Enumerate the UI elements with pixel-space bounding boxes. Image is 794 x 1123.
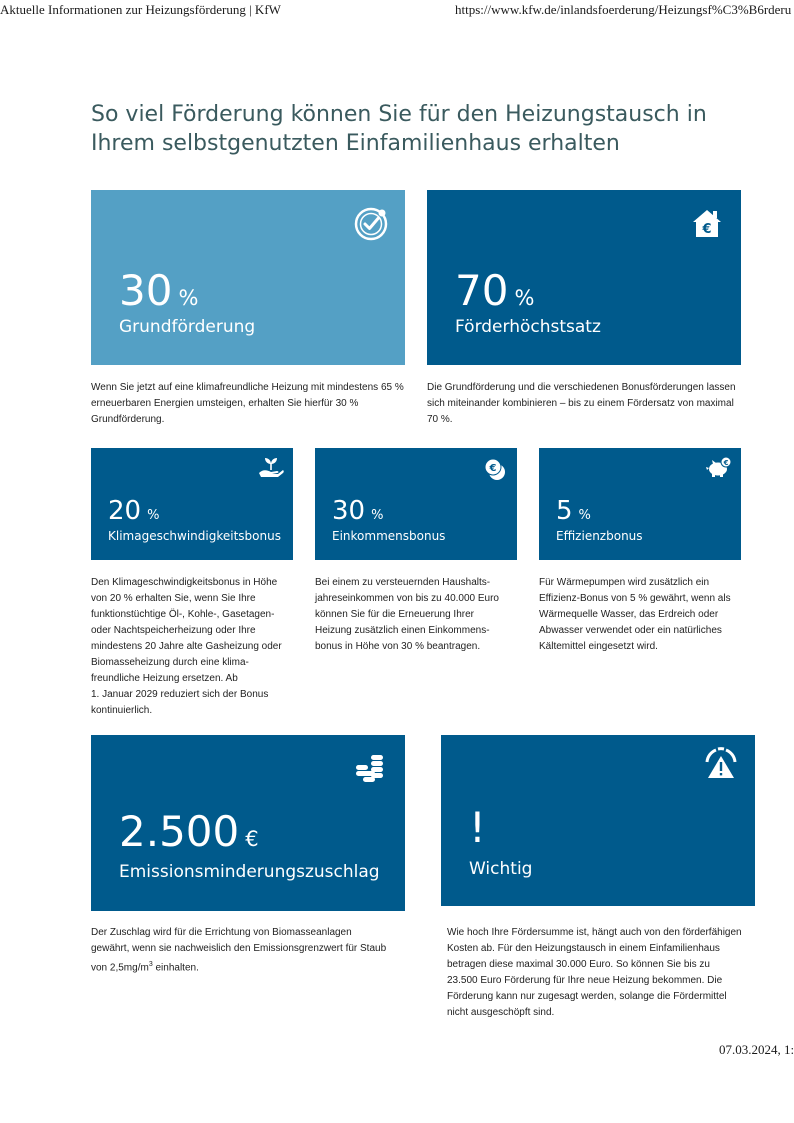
tile-label: Effizienzbonus xyxy=(556,529,643,543)
tile-grundfoerderung xyxy=(91,190,405,365)
tile-description: Bei einem zu versteuernden Haushalts- jahreseinkommen von bis zu 40.000 Euro können Sie für die Erneuerung Ihrer Heizung zusätzlich einen Einkommens- bonus in Höhe von 30 % beantragen. xyxy=(315,577,499,652)
tile-description: Für Wärmepumpen wird zusätzlich ein Effizienz-Bonus von 5 % gewährt, wenn als Wärmequelle Wasser, das Erdreich oder Abwasser verwendet oder ein natürliches Kältemittel eingesetzt wird. xyxy=(539,577,731,652)
svg-text:€: € xyxy=(702,222,712,237)
tile-value: 30 % xyxy=(332,496,384,526)
print-page-title: Aktuelle Informationen zur Heizungsförderung | KfW xyxy=(0,2,281,17)
tile-description: Wenn Sie jetzt auf eine klimafreundliche Heizung mit mindestens 65 % erneuerbaren Energien umsteigen, erhalten Sie hierfür 30 % Grundförderung. xyxy=(91,382,404,425)
print-page-url: https://www.kfw.de/inlandsfoerderung/Heizungsf%C3%B6rderu xyxy=(455,2,792,17)
piggy-bank-icon xyxy=(706,456,732,478)
tile-description: Die Grundförderung und die verschiedenen Bonusförderungen lassen sich miteinander kombinieren – bis zu einem Fördersatz von maximal 70 %. xyxy=(427,382,736,425)
tile-effizienzbonus xyxy=(539,448,741,560)
tile-value: ! xyxy=(469,803,486,852)
tile-description: Wie hoch Ihre Fördersumme ist, hängt auch von den förderfähigen Kosten ab. Für den Heizungstausch in einem Einfamilienhaus betragen diese maximal 30.000 Euro. So können Sie bis zu 23.500 Euro Förderung für Ihre neue Heizung bekommen. Die Förderung kann nur zugesagt werden, solange die Fördermittel nicht ausgeschöpft sind. xyxy=(447,927,742,1018)
svg-text:€: € xyxy=(723,459,729,467)
hand-plant-icon xyxy=(258,456,284,480)
tile-value: 70 % xyxy=(455,266,535,315)
tile-wichtig xyxy=(441,735,755,906)
tile-label: Klimageschwindigkeitsbonus xyxy=(108,529,281,543)
tile-label: Emissionsminderungszuschlag xyxy=(119,862,380,882)
svg-text:€: € xyxy=(489,463,497,474)
print-footer-date: 07.03.2024, 1: xyxy=(719,1042,794,1057)
print-header xyxy=(0,0,794,20)
tile-value: 5 % xyxy=(556,496,591,526)
euro-coins-icon xyxy=(483,457,507,481)
tile-label: Förderhöchstsatz xyxy=(455,317,601,337)
tile-foerderhoechstsatz xyxy=(427,190,741,365)
tile-value: 2.500 € xyxy=(119,807,259,856)
tile-emissionsminderungszuschlag xyxy=(91,735,405,911)
page-headline: So viel Förderung können Sie für den Heizungstausch in Ihrem selbstgenutzten Einfamilienhaus erhalten xyxy=(91,102,707,156)
tile-value: 20 % xyxy=(108,496,160,526)
tile-label: Wichtig xyxy=(469,859,533,879)
tile-einkommensbonus xyxy=(315,448,517,560)
tile-label: Grundförderung xyxy=(119,317,256,337)
tile-klimageschwindigkeitsbonus xyxy=(91,448,293,560)
house-euro-icon xyxy=(691,207,723,239)
tile-label: Einkommensbonus xyxy=(332,529,446,543)
tile-value: 30 % xyxy=(119,266,199,315)
tile-description: Den Klimageschwindigkeitsbonus in Höhe von 20 % erhalten Sie, wenn Sie Ihre funktionstüchtige Öl-, Kohle-, Gasetagen- oder Nachtspeicherheizung oder Ihre mindestens 20 Jahre alte Gasheizung oder Biomasseheizung durch eine klima- freundliche Heizung ersetzen. Ab 1. Januar 2029 reduziert sich der Bonus kontinuierlich. xyxy=(91,577,282,716)
warning-gauge-icon xyxy=(703,746,739,780)
checkmark-badge-icon xyxy=(353,206,389,242)
tile-description: Der Zuschlag wird für die Errichtung von Biomasseanlagen gewährt, wenn sie nachweislich den Emissionsgrenzwert für Staub von $2,5mg/m^3$ einhalten. xyxy=(91,927,387,974)
coin-stacks-icon xyxy=(353,751,387,785)
